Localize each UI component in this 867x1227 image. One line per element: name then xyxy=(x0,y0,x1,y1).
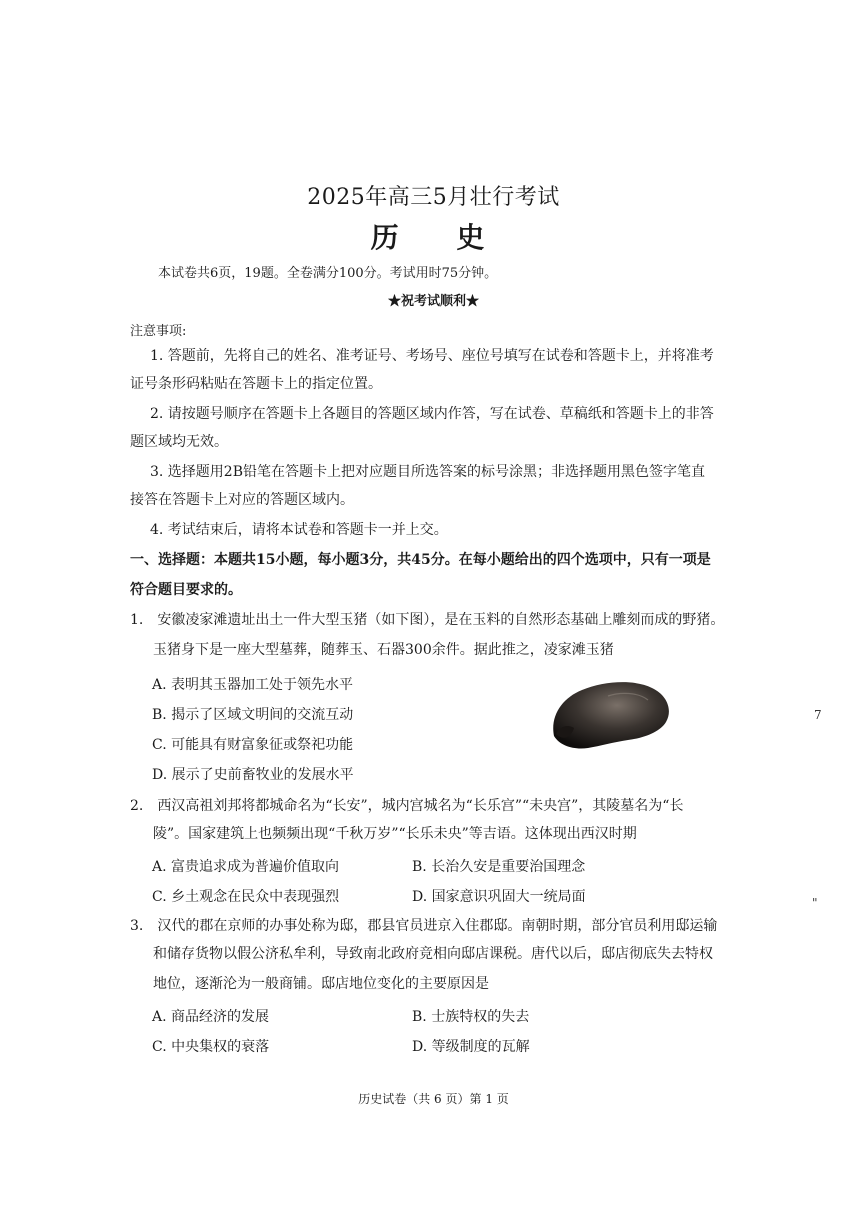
exam-title: 2025年高三5月壮行考试 xyxy=(307,185,560,210)
question-3-option-d[interactable]: D. 等级制度的瓦解 xyxy=(412,1039,530,1055)
notice-heading: 注意事项: xyxy=(130,324,187,339)
question-2-option-d[interactable]: D. 国家意识巩固大一统局面 xyxy=(412,889,586,905)
exam-meta: 本试卷共6页，19题。全卷满分100分。考试用时75分钟。 xyxy=(158,266,498,281)
question-2-option-b[interactable]: B. 长治久安是重要治国理念 xyxy=(412,859,586,875)
question-3-stem-line1: 3. 汉代的郡在京师的办事处称为邸，郡县官员进京入住郡邸。南朝时期，部分官员利用邸运输 xyxy=(130,918,718,934)
margin-mark-2: " xyxy=(812,896,818,910)
exam-wish: ★祝考试顺利★ xyxy=(387,294,479,309)
question-3-option-b[interactable]: B. 士族特权的失去 xyxy=(412,1009,530,1025)
question-3-stem-line2: 和储存货物以假公济私牟利，导致南北政府竞相向邸店课税。唐代以后，邸店彻底失去特权 xyxy=(153,946,713,962)
notice-item-2-line1: 2. 请按题号顺序在答题卡上各题目的答题区域内作答，写在试卷、草稿纸和答题卡上的非答 xyxy=(150,406,714,422)
notice-item-3-line2: 接答在答题卡上对应的答题区域内。 xyxy=(130,492,354,508)
question-1-stem-line2: 玉猪身下是一座大型墓葬，随葬玉、石器300余件。据此推之，凌家滩玉猪 xyxy=(153,642,614,658)
question-3-option-c[interactable]: C. 中央集权的衰落 xyxy=(152,1039,270,1055)
page-footer: 历史试卷（共 6 页）第 1 页 xyxy=(358,1092,509,1106)
margin-mark-1: 7 xyxy=(814,708,822,722)
question-1-stem-line1: 1. 安徽凌家滩遗址出土一件大型玉猪（如下图），是在玉料的自然形态基础上雕刻而成的野猪。 xyxy=(130,612,725,628)
question-number: 3. xyxy=(130,918,144,934)
notice-item-1-line2: 证号条形码粘贴在答题卡上的指定位置。 xyxy=(130,376,382,392)
question-1-option-a[interactable]: A. 表明其玉器加工处于领先水平 xyxy=(152,677,354,693)
jade-pig-image xyxy=(548,676,673,751)
question-1-option-b[interactable]: B. 揭示了区域文明间的交流互动 xyxy=(152,707,354,723)
question-1-option-d[interactable]: D. 展示了史前畜牧业的发展水平 xyxy=(152,767,354,783)
question-number: 1. xyxy=(130,612,144,628)
question-2-stem-line2: 陵”。国家建筑上也频频出现“千秋万岁”“长乐未央”等吉语。这体现出西汉时期 xyxy=(153,826,637,842)
notice-item-3-line1: 3. 选择题用2B铅笔在答题卡上把对应题目所选答案的标号涂黑；非选择题用黑色签字笔直 xyxy=(150,464,706,480)
question-number: 2. xyxy=(130,798,144,814)
question-1-option-c[interactable]: C. 可能具有财富象征或祭祀功能 xyxy=(152,737,354,753)
section-heading-line1: 一、选择题：本题共15小题，每小题3分，共45分。在每小题给出的四个选项中，只有一项是 xyxy=(130,552,711,568)
notice-item-4-line1: 4. 考试结束后，请将本试卷和答题卡一并上交。 xyxy=(150,522,448,538)
question-3-option-a[interactable]: A. 商品经济的发展 xyxy=(152,1009,270,1025)
section-heading-line2: 符合题目要求的。 xyxy=(130,582,242,598)
question-2-option-a[interactable]: A. 富贵追求成为普遍价值取向 xyxy=(152,859,340,875)
notice-item-1-line1: 1. 答题前，先将自己的姓名、准考证号、考场号、座位号填写在试卷和答题卡上，并将准考 xyxy=(150,348,714,364)
question-2-stem-line1: 2. 西汉高祖刘邦将都城命名为“长安”，城内宫城名为“长乐宫”“未央宫”，其陵墓名为“长 xyxy=(130,798,684,814)
subject-title: 历 史 xyxy=(370,221,509,254)
notice-item-2-line2: 题区域均无效。 xyxy=(130,434,228,450)
question-3-stem-line3: 地位，逐渐沦为一般商铺。邸店地位变化的主要原因是 xyxy=(153,976,489,992)
question-2-option-c[interactable]: C. 乡土观念在民众中表现强烈 xyxy=(152,889,340,905)
